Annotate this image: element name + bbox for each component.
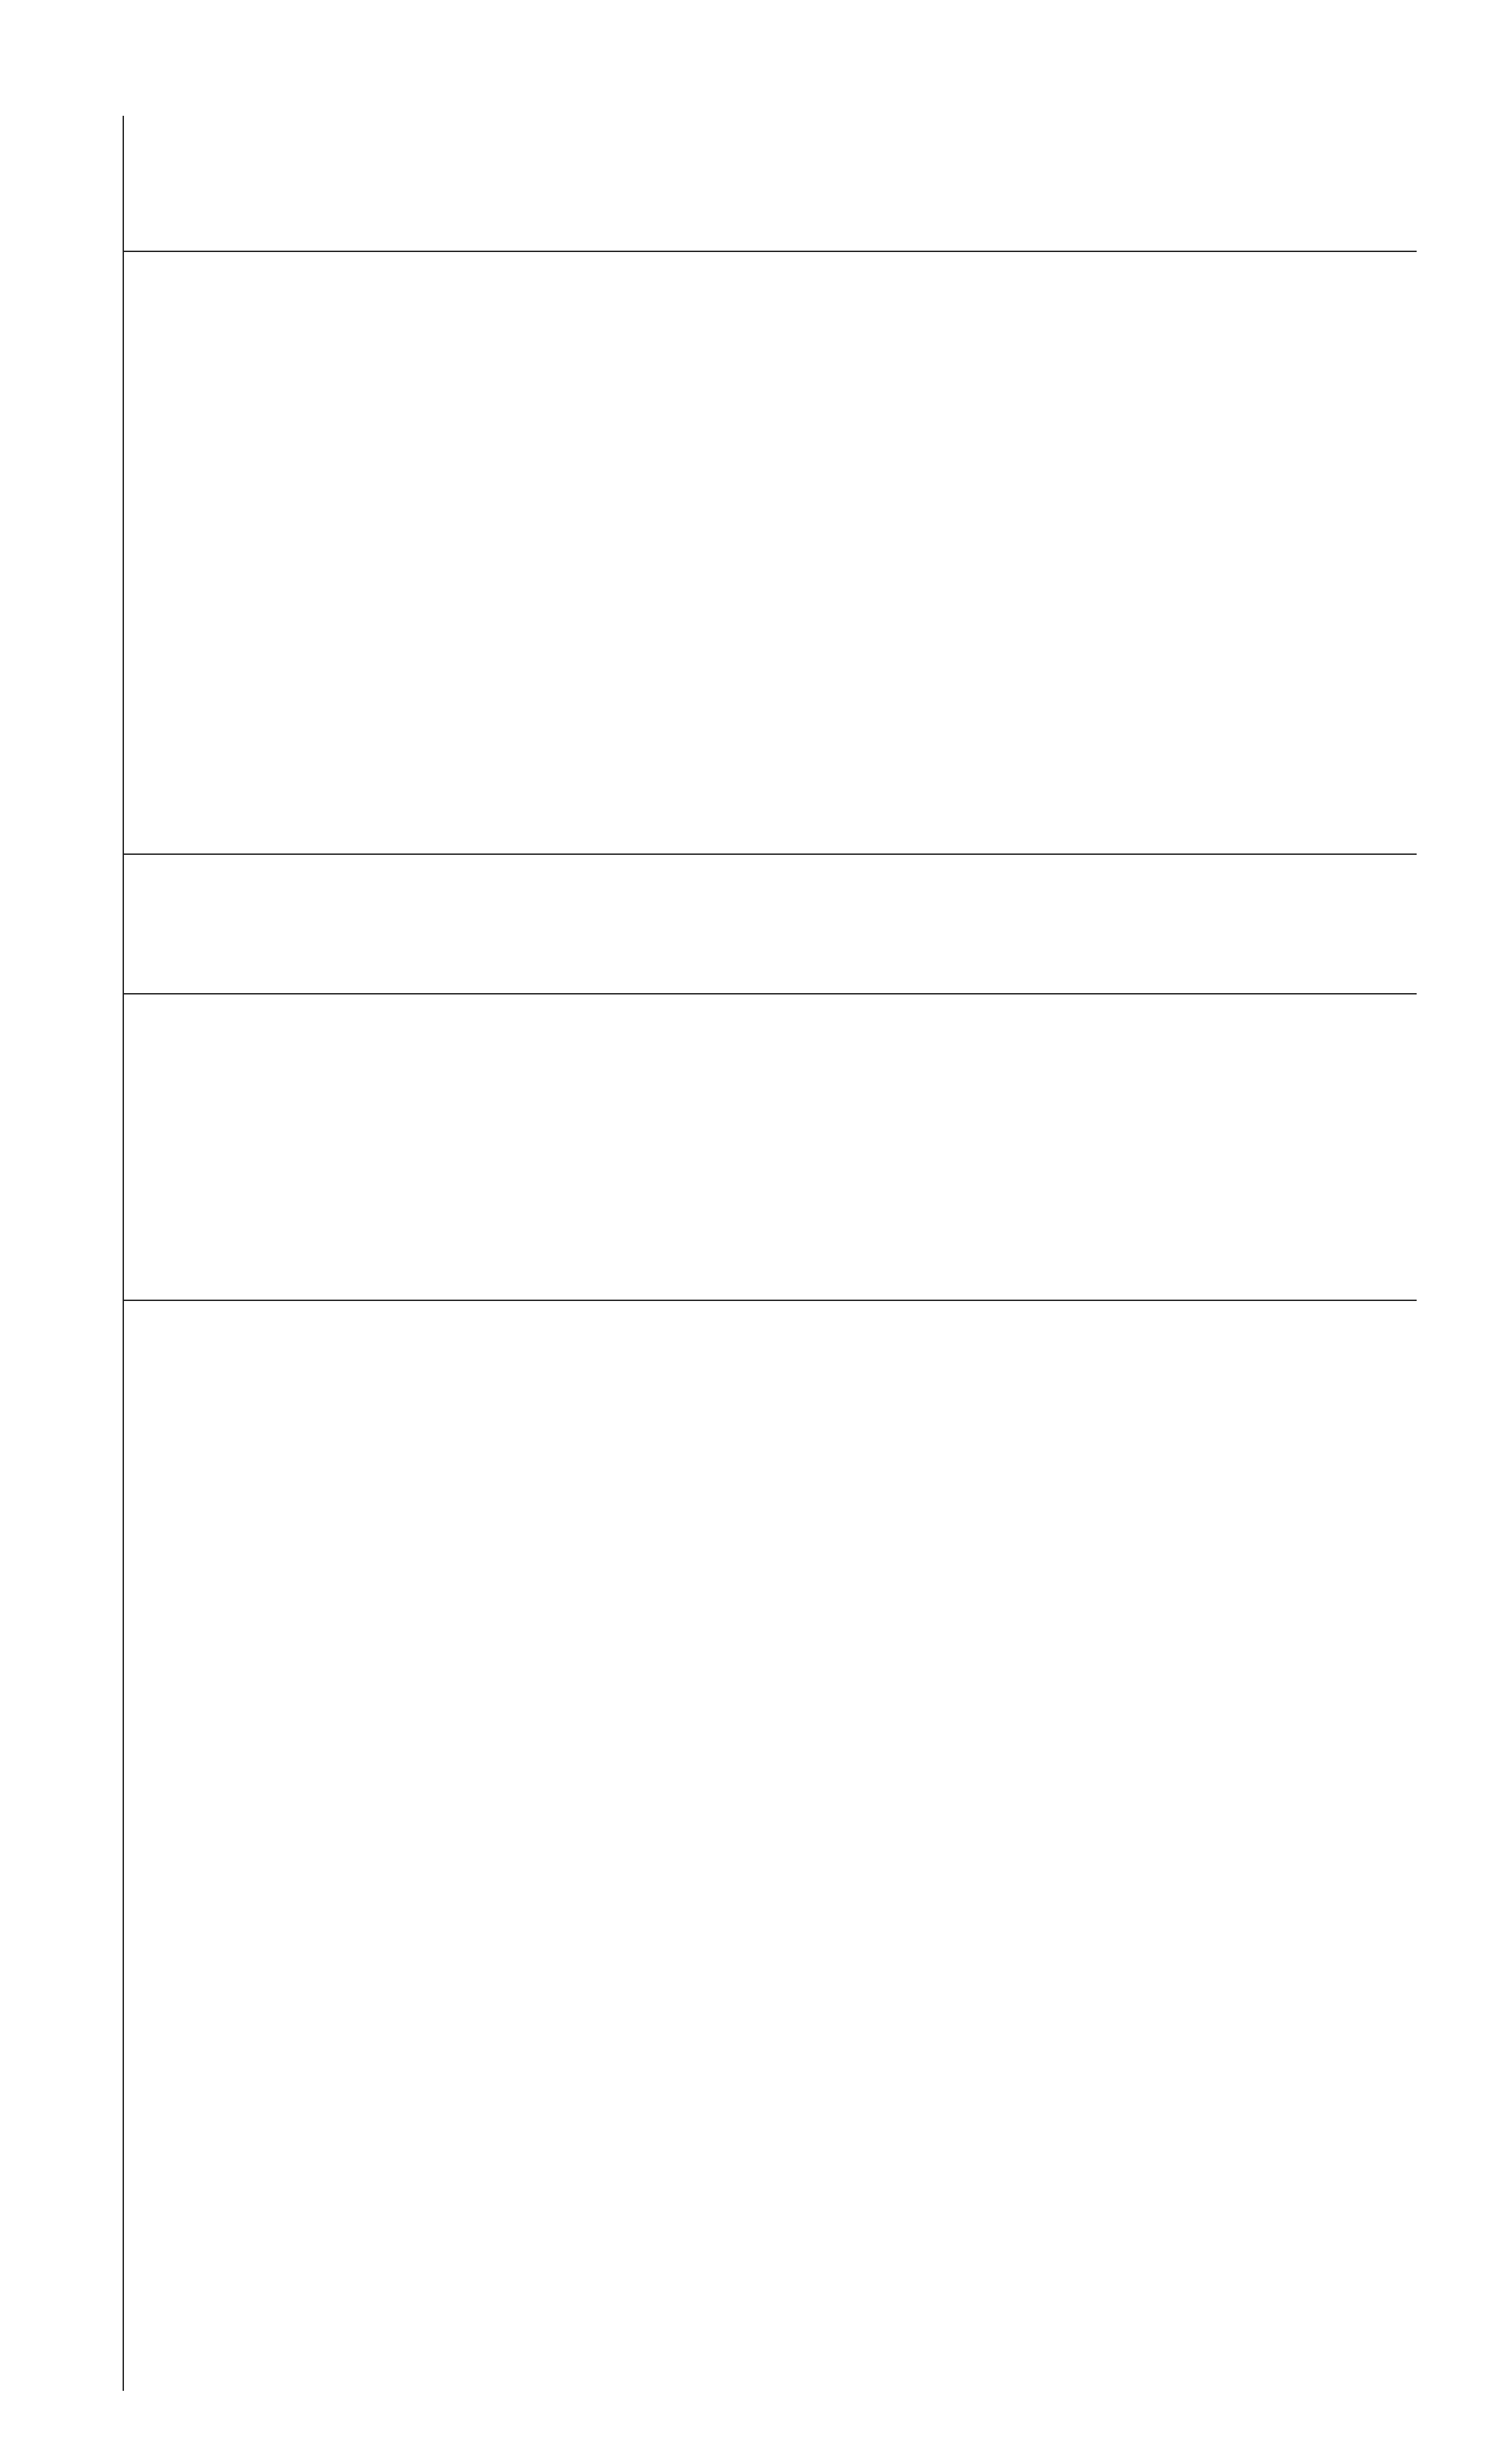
col-b-rule xyxy=(123,853,1417,855)
table-top-rule xyxy=(123,116,124,2391)
rate-column-rule xyxy=(123,1300,1417,1301)
total-column-rule xyxy=(123,251,1417,252)
securities-table xyxy=(123,116,1417,2391)
amount-column-rule xyxy=(123,993,1417,994)
